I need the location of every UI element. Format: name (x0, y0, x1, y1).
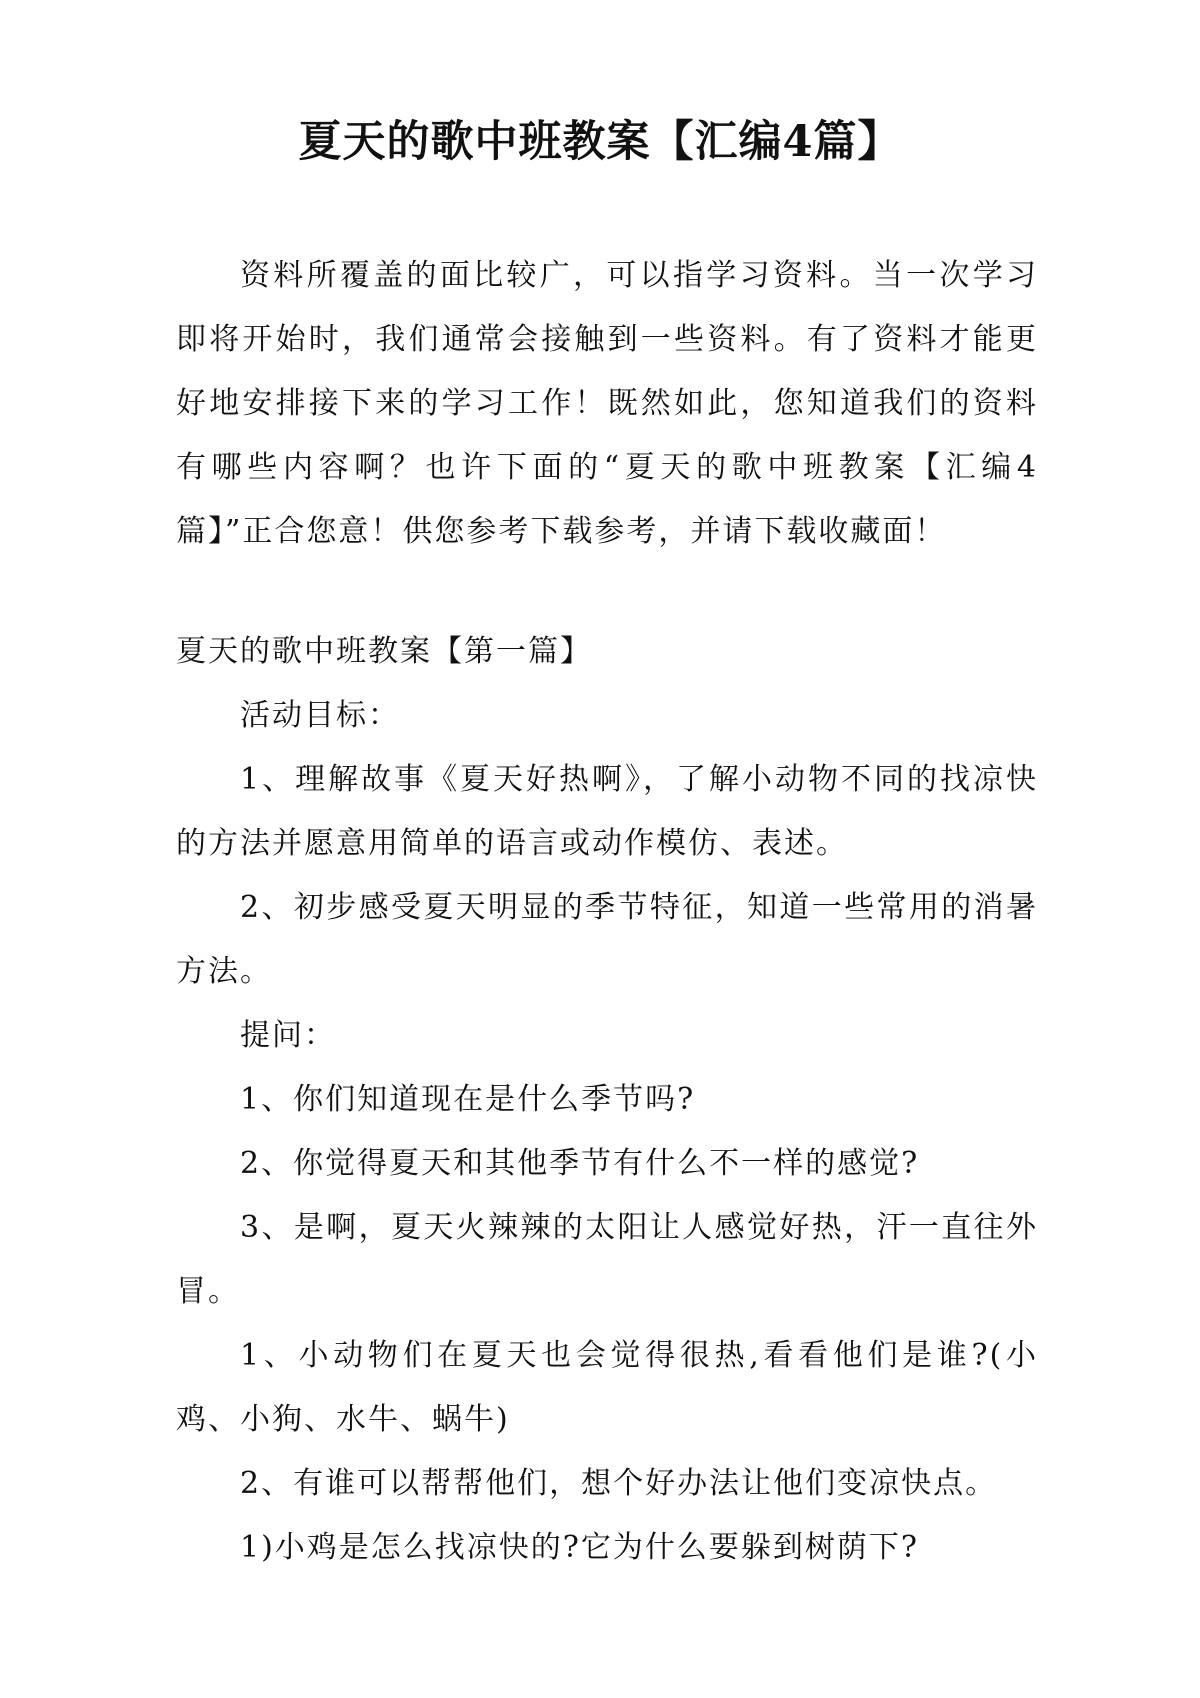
paragraph-question-1: 1、你们知道现在是什么季节吗? (240, 1082, 696, 1117)
intro-paragraph: 资料所覆盖的面比较广，可以指学习资料。当一次学习即将开始时，我们通常会接触到一些资料。有了资料才能更好地安排接下来的学习工作！既然如此，您知道我们的资料有哪些内容啊？也许下面的“夏天的歌中班教案【汇编4篇】”正合您意！供您参考下载参考，并请下载收藏面！ (176, 258, 1038, 549)
paragraph-help: 2、有谁可以帮帮他们，想个好办法让他们变凉快点。 (240, 1466, 998, 1501)
section-heading: 夏天的歌中班教案【第一篇】 (176, 634, 592, 669)
paragraph-animals: 1、小动物们在夏天也会觉得很热,看看他们是谁?(小鸡、小狗、水牛、蜗牛) (176, 1338, 1038, 1437)
paragraph-goal-1: 1、理解故事《夏天好热啊》，了解小动物不同的找凉快的方法并愿意用简单的语言或动作模仿、表述。 (176, 762, 1038, 861)
document-title: 夏天的歌中班教案【汇编4篇】 (298, 117, 902, 167)
section-body (176, 684, 1038, 1580)
paragraph-questions-label: 提问： (240, 1018, 336, 1053)
paragraph-question-3: 3、是啊，夏天火辣辣的太阳让人感觉好热，汗一直往外冒。 (176, 1210, 1038, 1309)
paragraph-question-2: 2、你觉得夏天和其他季节有什么不一样的感觉? (240, 1146, 920, 1181)
paragraph-activity-goals: 活动目标： (240, 698, 400, 733)
paragraph-goal-2: 2、初步感受夏天明显的季节特征，知道一些常用的消暑方法。 (176, 890, 1038, 989)
paragraph-chick: 1)小鸡是怎么找凉快的?它为什么要躲到树荫下? (240, 1530, 919, 1565)
